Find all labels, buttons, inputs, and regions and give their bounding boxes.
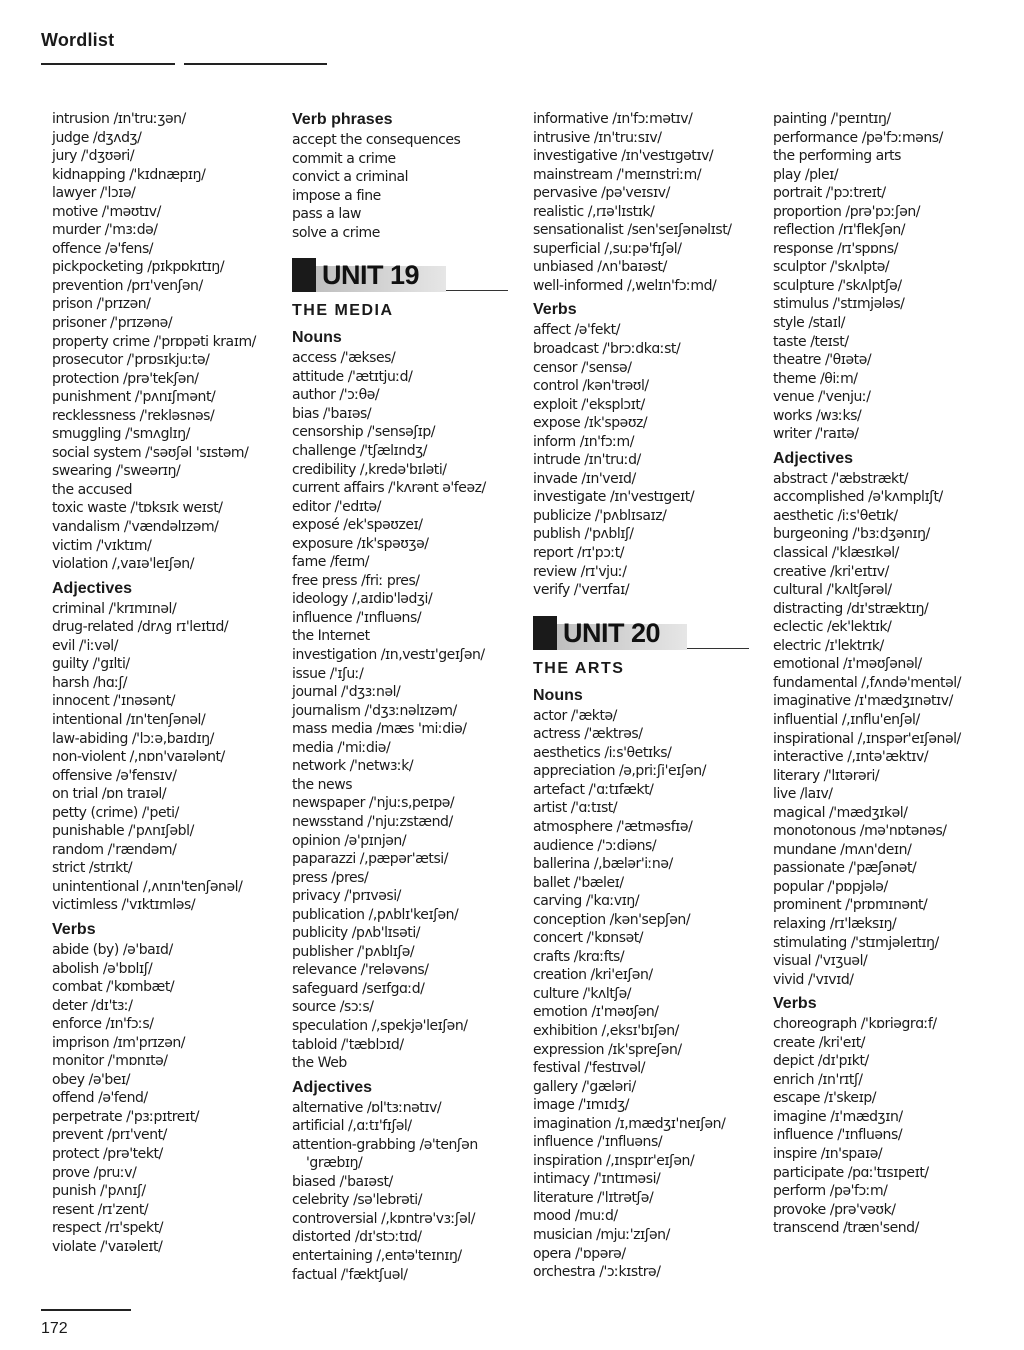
wordlist-entry: prove /pruːv/ (52, 1164, 137, 1181)
wordlist-entry: concert /'kɒnsət/ (533, 930, 644, 947)
wordlist-entry: artificial /,ɑːtɪ'fɪʃəl/ (292, 1118, 412, 1135)
unit-banner-bar (292, 258, 316, 292)
wordlist-entry: expose /ɪk'spəʊz/ (533, 415, 648, 432)
wordlist-entry: expression /ɪk'spreʃən/ (533, 1041, 682, 1058)
wordlist-entry: burgeoning /'bɜːdʒənɪŋ/ (773, 526, 930, 543)
wordlist-column-2 (292, 110, 527, 1284)
wordlist-entry: deter /dɪ'tɜː/ (52, 997, 133, 1014)
wordlist-entry: intrude /ɪn'truːd/ (533, 452, 641, 469)
wordlist-entry: conception /kən'sepʃən/ (533, 911, 691, 928)
wordlist-entry: commit a crime (292, 150, 396, 167)
wordlist-entry: publish /'pʌblɪʃ/ (533, 526, 634, 543)
wordlist-entry: publicize /'pʌblɪsaɪz/ (533, 507, 667, 524)
section-heading: Adjectives (292, 1078, 373, 1096)
wordlist-entry: investigation /ɪn,vestɪ'geɪʃən/ (292, 647, 485, 664)
footer-rule (41, 1309, 131, 1311)
wordlist-entry: invade /ɪn'veɪd/ (533, 470, 636, 487)
wordlist-entry: accept the consequences (292, 132, 461, 148)
wordlist-entry: style /staɪl/ (773, 315, 846, 332)
wordlist-entry: unbiased /ʌn'baɪəst/ (533, 259, 667, 276)
wordlist-entry: fundamental /,fʌndə'mentəl/ (773, 674, 961, 691)
wordlist-entry: inspiration /,ɪnspɪr'eɪʃən/ (533, 1152, 695, 1169)
wordlist-entry: ideology /,aɪdiɒ'lədʒi/ (292, 591, 433, 608)
wordlist-entry: pass a law (292, 206, 361, 223)
wordlist-entry: random /'rændəm/ (52, 841, 177, 858)
wordlist-entry: jury /'dʒʊəri/ (52, 148, 135, 165)
wordlist-column-3 (533, 110, 768, 1282)
wordlist-entry: imprison /ɪm'prɪzən/ (52, 1034, 186, 1051)
header-rule-left (41, 63, 175, 65)
wordlist-entry: the Internet (292, 628, 370, 645)
wordlist-entry: resent /rɪ'zent/ (52, 1201, 149, 1218)
wordlist-entry: publicity /pʌb'lɪsəti/ (292, 925, 421, 942)
wordlist-entry: innocent /'ɪnəsənt/ (52, 693, 176, 710)
wordlist-entry: literary /'lɪtərəri/ (773, 767, 880, 784)
wordlist-entry: intrusion /ɪn'truːʒən/ (52, 111, 186, 127)
wordlist-entry: offensive /ə'fensɪv/ (52, 767, 177, 784)
wordlist-entry: kidnapping /'kɪdnæpɪŋ/ (52, 166, 206, 183)
wordlist-entry: enforce /ɪn'fɔːs/ (52, 1016, 154, 1033)
unit-theme: THE MEDIA (292, 302, 394, 320)
wordlist-entry: prevent /prɪ'vent/ (52, 1127, 167, 1144)
wordlist-entry: passionate /'pæʃənət/ (773, 860, 917, 877)
unit-banner (292, 258, 527, 296)
wordlist-entry: mood /muːd/ (533, 1208, 618, 1225)
wordlist-entry: offend /ə'fend/ (52, 1090, 148, 1107)
wordlist-entry: victim /'vɪktɪm/ (52, 537, 152, 554)
wordlist-entry: convict a criminal (292, 169, 409, 186)
wordlist-entry: investigative /ɪn'vestɪgətɪv/ (533, 148, 714, 165)
wordlist-entry: lawyer /'lɔɪə/ (52, 185, 136, 202)
unit-banner-bar (533, 616, 557, 650)
section-heading: Nouns (292, 329, 342, 347)
wordlist-entry: murder /'mɜːdə/ (52, 222, 158, 239)
wordlist-entry: pickpocketing /pɪkpɒkɪtɪŋ/ (52, 259, 225, 276)
wordlist-entry: punishment /'pʌnɪʃmənt/ (52, 389, 216, 406)
wordlist-entry: investigate /ɪn'vestɪgeɪt/ (533, 489, 695, 506)
wordlist-entry: newspaper /'njuːs,peɪpə/ (292, 795, 455, 812)
unit-banner-rule (446, 290, 508, 291)
wordlist-entry: monitor /'mɒnɪtə/ (52, 1053, 168, 1070)
wordlist-entry: ballerina /,bælər'iːnə/ (533, 856, 673, 873)
wordlist-entry: protection /prə'tekʃən/ (52, 370, 199, 387)
wordlist-entry: actress /'æktrəs/ (533, 726, 643, 743)
wordlist-entry: play /pleɪ/ (773, 166, 839, 183)
wordlist-entry: painting /'peɪntɪŋ/ (773, 111, 891, 127)
wordlist-entry: aesthetics /iːs'θetɪks/ (533, 744, 672, 761)
wordlist-entry: abolish /ə'bɒlɪʃ/ (52, 960, 153, 977)
wordlist-entry: impose a fine (292, 187, 381, 204)
wordlist-entry: strict /strɪkt/ (52, 860, 133, 877)
wordlist-entry: credibility /,kredə'bɪləti/ (292, 461, 447, 478)
wordlist-entry: the news (292, 776, 353, 793)
wordlist-entry: artist /'ɑːtɪst/ (533, 800, 618, 817)
wordlist-entry: protect /prə'tekt/ (52, 1145, 163, 1162)
wordlist-entry: swearing /'sweərɪŋ/ (52, 463, 181, 480)
wordlist-entry: punish /'pʌnɪʃ/ (52, 1183, 146, 1200)
wordlist-entry: inspire /ɪn'spaɪə/ (773, 1145, 883, 1162)
wordlist-entry: sensationalist /sen'seɪʃənəlɪst/ (533, 222, 732, 239)
wordlist-entry: enrich /ɪn'rɪtʃ/ (773, 1071, 863, 1088)
wordlist-entry: publication /,pʌblɪ'keɪʃən/ (292, 906, 459, 923)
wordlist-entry: electric /ɪ'lektrɪk/ (773, 637, 884, 654)
wordlist-entry: actor /'æktə/ (533, 707, 617, 724)
wordlist-entry: proportion /prə'pɔːʃən/ (773, 203, 921, 220)
wordlist-entry: portrait /'pɔːtreɪt/ (773, 185, 886, 202)
wordlist-entry: the performing arts (773, 148, 901, 165)
wordlist-entry: festival /'festɪvəl/ (533, 1060, 646, 1077)
wordlist-entry: exploit /'eksplɔɪt/ (533, 396, 645, 413)
entry-text: attention-grabbing /ə'tenʃən (292, 1136, 478, 1153)
wordlist-entry: paparazzi /,pæpər'ætsi/ (292, 851, 448, 868)
wordlist-entry: prevention /prɪ'venʃən/ (52, 277, 203, 294)
wordlist-entry: creation /kri'eɪʃən/ (533, 967, 653, 984)
wordlist-entry: emotion /ɪ'məʊʃən/ (533, 1004, 659, 1021)
wordlist-entry: entertaining /,entə'teɪnɪŋ/ (292, 1247, 462, 1264)
wordlist-entry: access /'ækses/ (292, 350, 396, 367)
wordlist-entry: offence /ə'fens/ (52, 240, 154, 257)
wordlist-entry: realistic /,rɪə'lɪstɪk/ (533, 203, 655, 220)
wordlist-entry: escape /ɪ'skeɪp/ (773, 1090, 877, 1107)
section-heading: Verb phrases (292, 111, 393, 128)
wordlist-entry: biased /'baɪəst/ (292, 1173, 393, 1190)
wordlist-entry: distracting /dɪ'stræktɪŋ/ (773, 600, 929, 617)
wordlist-entry: monotonous /mə'nɒtənəs/ (773, 823, 947, 840)
wordlist-entry: recklessness /'rekləsnəs/ (52, 407, 215, 424)
wordlist-column-1 (52, 110, 287, 1256)
unit-label: UNIT 19 (322, 260, 420, 291)
wordlist-entry: review /rɪ'vjuː/ (533, 563, 627, 580)
wordlist-entry: imaginative /ɪ'mædʒɪnətɪv/ (773, 693, 953, 710)
wordlist-entry: inform /ɪn'fɔːm/ (533, 433, 634, 450)
wordlist-entry: attitude /'ætɪtjuːd/ (292, 368, 413, 385)
wordlist-entry: violate /'vaɪəleɪt/ (52, 1238, 163, 1255)
wordlist-entry: crafts /krɑːfts/ (533, 948, 625, 965)
wordlist-entry: perpetrate /'pɜːpɪtreɪt/ (52, 1108, 199, 1125)
wordlist-entry: petty (crime) /'peti/ (52, 804, 179, 821)
wordlist-entry: editor /'edɪtə/ (292, 498, 381, 515)
wordlist-entry: audience /'ɔːdiəns/ (533, 837, 657, 854)
unit-banner-rule (687, 648, 749, 649)
wordlist-entry: vandalism /'vændəlɪzəm/ (52, 519, 219, 536)
wordlist-entry: bias /'baɪəs/ (292, 405, 372, 422)
wordlist-entry: popular /'pɒpjələ/ (773, 878, 888, 895)
wordlist-entry: literature /'lɪtrətʃə/ (533, 1189, 654, 1206)
wordlist-entry: transcend /træn'send/ (773, 1220, 919, 1237)
header-rule-right (184, 63, 327, 65)
wordlist-entry: evil /'iːvəl/ (52, 637, 118, 654)
wordlist-entry: safeguard /seɪfgɑːd/ (292, 980, 425, 997)
wordlist-entry: author /'ɔːθə/ (292, 387, 380, 404)
wordlist-entry: celebrity /sə'lebrəti/ (292, 1192, 422, 1209)
wordlist-entry: source /sɔːs/ (292, 999, 374, 1016)
wordlist-entry: influential /,ɪnflu'enʃəl/ (773, 711, 920, 728)
wordlist-entry: censorship /'sensəʃɪp/ (292, 424, 436, 441)
wordlist-entry: punishable /'pʌnɪʃəbl/ (52, 823, 194, 840)
wordlist-entry: accomplished /ə'kʌmplɪʃt/ (773, 489, 943, 506)
section-heading: Adjectives (773, 449, 854, 467)
wordlist-entry: visual /'vɪʒuəl/ (773, 953, 868, 970)
wordlist-entry: law-abiding /'lɔːə,baɪdɪŋ/ (52, 730, 214, 747)
unit-banner (533, 616, 768, 654)
wordlist-entry: image /'ɪmɪdʒ/ (533, 1097, 630, 1114)
wordlist-entry: live /laɪv/ (773, 786, 833, 803)
page-number: 172 (41, 1320, 68, 1337)
wordlist-entry: artefact /'ɑːtɪfækt/ (533, 781, 654, 798)
wordlist-entry: free press /friː pres/ (292, 572, 420, 589)
wordlist-entry: speculation /,spekjə'leɪʃən/ (292, 1017, 468, 1034)
wordlist-entry: on trial /ɒn traɪəl/ (52, 786, 167, 803)
wordlist-entry: toxic waste /'tɒksɪk weɪst/ (52, 500, 223, 517)
wordlist-entry: magical /'mædʒɪkəl/ (773, 804, 908, 821)
wordlist-entry: relevance /'reləvəns/ (292, 962, 429, 979)
wordlist-entry: writer /'raɪtə/ (773, 426, 859, 443)
wordlist-entry: report /rɪ'pɔːt/ (533, 545, 625, 562)
wordlist-entry: affect /ə'fekt/ (533, 322, 620, 339)
wordlist-entry: current affairs /'kʌrənt ə'feəz/ (292, 480, 486, 497)
wordlist-entry: broadcast /'brɔːdkɑːst/ (533, 341, 681, 358)
wordlist-entry: fame /feɪm/ (292, 554, 370, 571)
wordlist-entry: prisoner /'prɪzənə/ (52, 315, 173, 332)
wordlist-entry: appreciation /ə,priːʃi'eɪʃən/ (533, 763, 706, 780)
wordlist-entry: verify /'verɪfaɪ/ (533, 582, 630, 599)
wordlist-entry: abide (by) /ə'baɪd/ (52, 941, 173, 958)
wordlist-entry: exhibition /,eksɪ'bɪʃən/ (533, 1022, 679, 1039)
wordlist-entry: sculptor /'skʌlptə/ (773, 259, 890, 276)
wordlist-entry: influence /'ɪnfluəns/ (533, 1134, 663, 1151)
wordlist-entry: the accused (52, 481, 133, 498)
wordlist-entry: unintentional /,ʌnɪn'tenʃənəl/ (52, 878, 243, 895)
wordlist-entry: influence /'ɪnfluəns/ (773, 1127, 903, 1144)
wordlist-entry: depict /dɪ'pɪkt/ (773, 1053, 869, 1070)
wordlist-entry: venue /'venjuː/ (773, 389, 871, 406)
wordlist-entry: mundane /mʌn'deɪn/ (773, 841, 912, 858)
wordlist-entry: issue /'ɪʃuː/ (292, 665, 364, 682)
wordlist-entry: intentional /ɪn'tenʃənəl/ (52, 711, 206, 728)
wordlist-entry: tabloid /'tæblɔɪd/ (292, 1036, 404, 1053)
wordlist-entry: theme /θiːm/ (773, 370, 858, 387)
wordlist-entry: response /rɪ'spɒns/ (773, 240, 898, 257)
wordlist-entry: exposure /ɪk'spəʊʒə/ (292, 535, 429, 552)
wordlist-entry: motive /'məʊtɪv/ (52, 203, 161, 220)
wordlist-entry: privacy /'prɪvəsi/ (292, 888, 401, 905)
wordlist-entry: publisher /'pʌblɪʃə/ (292, 943, 415, 960)
section-heading: Nouns (533, 686, 583, 704)
wordlist-entry: factual /'fæktʃuəl/ (292, 1266, 408, 1283)
wordlist-entry: victimless /'vɪktɪmləs/ (52, 897, 196, 914)
entry-continuation: 'græbɪŋ/ (306, 1155, 363, 1172)
wordlist-entry: vivid /'vɪvɪd/ (773, 971, 854, 988)
wordlist-entry: influence /'ɪnfluəns/ (292, 609, 422, 626)
wordlist-entry: abstract /'æbstrækt/ (773, 470, 909, 487)
wordlist-entry: distorted /dɪ'stɔːtɪd/ (292, 1229, 422, 1246)
section-heading: Verbs (533, 301, 577, 319)
wordlist-entry: aesthetic /iːs'θetɪk/ (773, 507, 898, 524)
wordlist-entry: works /wɜːks/ (773, 407, 862, 424)
wordlist-entry: control /kən'trəʊl/ (533, 378, 649, 395)
wordlist-entry: press /pres/ (292, 869, 369, 886)
wordlist-entry: smuggling /'smʌglɪŋ/ (52, 426, 190, 443)
wordlist-entry: stimulating /'stɪmjəleɪtɪŋ/ (773, 934, 939, 951)
wordlist-entry (292, 1136, 527, 1173)
wordlist-entry: solve a crime (292, 224, 380, 241)
wordlist-entry: challenge /'tʃælɪndʒ/ (292, 443, 428, 460)
wordlist-entry: alternative /ɒl'tɜːnətɪv/ (292, 1099, 442, 1116)
wordlist-entry: the Web (292, 1055, 347, 1072)
wordlist-entry: drug-related /drʌg rɪ'leɪtɪd/ (52, 619, 229, 636)
section-heading: Verbs (52, 920, 96, 938)
wordlist-entry: emotional /ɪ'məʊʃənəl/ (773, 656, 922, 673)
wordlist-entry: newsstand /'njuːzstænd/ (292, 813, 453, 830)
wordlist-entry: culture /'kʌltʃə/ (533, 985, 632, 1002)
wordlist-entry: imagination /ɪ,mædʒɪ'neɪʃən/ (533, 1115, 726, 1132)
wordlist-entry: well-informed /,welɪn'fɔːmd/ (533, 277, 717, 294)
wordlist-entry: controversial /,kɒntrə'vɜːʃəl/ (292, 1210, 476, 1227)
wordlist-entry: provoke /prə'vəʊk/ (773, 1201, 896, 1218)
wordlist-entry: prison /'prɪzən/ (52, 296, 151, 313)
wordlist-entry: atmosphere /'ætməsfɪə/ (533, 818, 693, 835)
unit-theme: THE ARTS (533, 659, 625, 677)
wordlist-entry: property crime /'prɒpəti kraɪm/ (52, 333, 256, 350)
wordlist-entry: reflection /rɪ'flekʃən/ (773, 222, 906, 239)
wordlist-entry: interactive /,ɪntə'æktɪv/ (773, 749, 929, 766)
wordlist-entry: taste /teɪst/ (773, 333, 849, 350)
wordlist-entry: performance /pə'fɔːməns/ (773, 129, 943, 146)
wordlist-entry: mass media /mæs 'miːdiə/ (292, 721, 467, 738)
wordlist-entry: choreograph /'kɒriəgrɑːf/ (773, 1016, 937, 1033)
wordlist-entry: opinion /ə'pɪnjən/ (292, 832, 407, 849)
wordlist-entry: prominent /'prɒmɪnənt/ (773, 897, 928, 914)
wordlist-entry: superficial /,suːpə'fɪʃəl/ (533, 240, 682, 257)
wordlist-entry: judge /dʒʌdʒ/ (52, 129, 142, 146)
wordlist-entry: pervasive /pə'veɪsɪv/ (533, 185, 670, 202)
wordlist-entry: media /'miːdiə/ (292, 739, 391, 756)
wordlist-entry: sculpture /'skʌlptʃə/ (773, 277, 902, 294)
wordlist-entry: violation /,vaɪə'leɪʃən/ (52, 556, 194, 573)
wordlist-entry: prosecutor /'prɒsɪkjuːtə/ (52, 352, 210, 369)
wordlist-entry: social system /'səʊʃəl 'sɪstəm/ (52, 444, 249, 461)
wordlist-entry: stimulus /'stɪmjələs/ (773, 296, 905, 313)
wordlist-entry: theatre /'θɪətə/ (773, 352, 872, 369)
wordlist-entry: journal /'dʒɜːnəl/ (292, 684, 401, 701)
wordlist-entry: combat /'kɒmbæt/ (52, 979, 175, 996)
wordlist-entry: perform /pə'fɔːm/ (773, 1183, 888, 1200)
wordlist-entry: eclectic /ek'lektɪk/ (773, 619, 892, 636)
wordlist-entry: network /'netwɜːk/ (292, 758, 414, 775)
wordlist-entry: musician /mjuː'zɪʃən/ (533, 1226, 670, 1243)
wordlist-entry: guilty /'gɪlti/ (52, 656, 130, 673)
wordlist-entry: carving /'kɑːvɪŋ/ (533, 893, 640, 910)
wordlist-entry: gallery /'gæləri/ (533, 1078, 636, 1095)
wordlist-entry: ballet /'bæleɪ/ (533, 874, 624, 891)
wordlist-entry: intimacy /'ɪntɪməsi/ (533, 1171, 661, 1188)
wordlist-entry: orchestra /'ɔːkɪstrə/ (533, 1264, 661, 1281)
wordlist-entry: criminal /'krɪmɪnəl/ (52, 600, 177, 617)
wordlist-entry: intrusive /ɪn'truːsɪv/ (533, 129, 662, 146)
wordlist-entry: censor /'sensə/ (533, 359, 632, 376)
wordlist-entry: relaxing /rɪ'læksɪŋ/ (773, 915, 897, 932)
wordlist-entry: opera /'ɒpərə/ (533, 1245, 626, 1262)
wordlist-entry: participate /pɑː'tɪsɪpeɪt/ (773, 1164, 929, 1181)
wordlist-entry: journalism /'dʒɜːnəlɪzəm/ (292, 702, 457, 719)
wordlist-entry: inspirational /,ɪnspər'eɪʃənəl/ (773, 730, 961, 747)
section-heading: Adjectives (52, 579, 133, 597)
wordlist-entry: exposé /ek'spəʊzeɪ/ (292, 517, 423, 534)
wordlist-entry: respect /rɪ'spekt/ (52, 1220, 164, 1237)
wordlist-entry: creative /kri'eɪtɪv/ (773, 563, 889, 580)
wordlist-entry: mainstream /'meɪnstriːm/ (533, 166, 702, 183)
wordlist-entry: cultural /'kʌltʃərəl/ (773, 582, 892, 599)
wordlist-column-4 (773, 110, 1008, 1238)
wordlist-entry: create /kri'eɪt/ (773, 1034, 866, 1051)
page-header-title: Wordlist (41, 30, 115, 50)
wordlist-entry: obey /ə'beɪ/ (52, 1071, 130, 1088)
wordlist-entry: informative /ɪn'fɔːmətɪv/ (533, 111, 693, 127)
wordlist-entry: imagine /ɪ'mædʒɪn/ (773, 1108, 903, 1125)
wordlist-entry: harsh /hɑːʃ/ (52, 674, 128, 691)
wordlist-entry: classical /'klæsɪkəl/ (773, 545, 899, 562)
wordlist-entry: non-violent /,nɒn'vaɪələnt/ (52, 749, 225, 766)
unit-label: UNIT 20 (563, 617, 661, 648)
section-heading: Verbs (773, 995, 817, 1013)
